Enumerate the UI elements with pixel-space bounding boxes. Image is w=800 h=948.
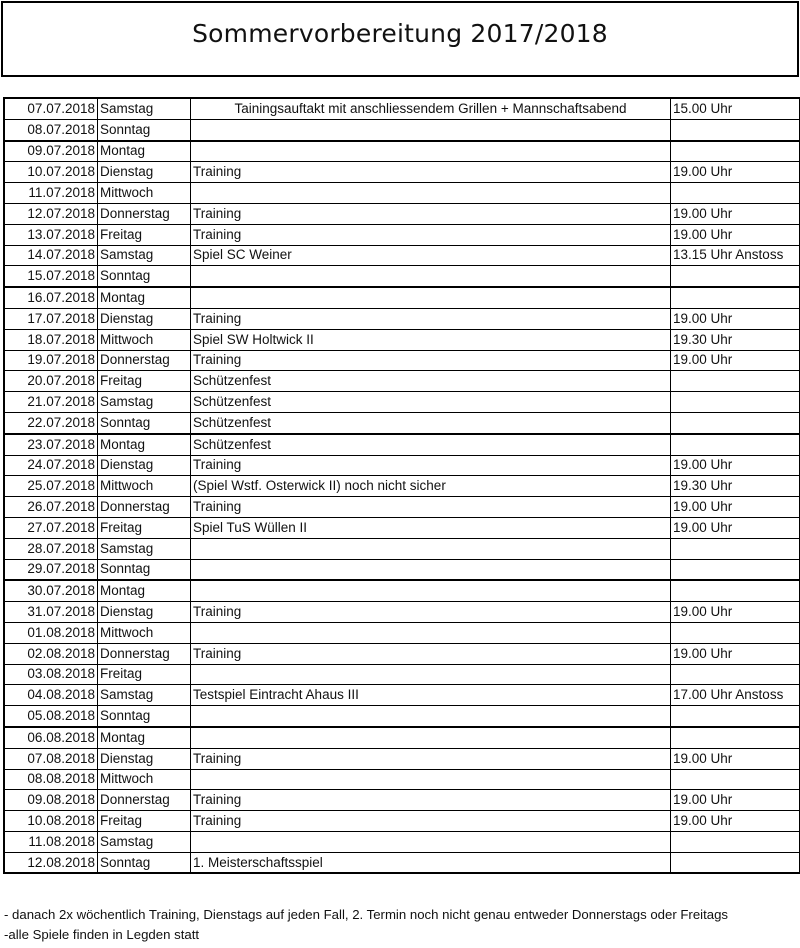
table-row [4,203,800,224]
table-row [4,266,800,287]
time-cell [671,119,800,140]
date-cell: 21.07.2018 [4,392,98,413]
date-cell: 17.07.2018 [4,308,98,329]
date-cell: 30.07.2018 [4,580,98,601]
time-cell [671,852,800,873]
day-cell: Samstag [98,392,191,413]
time-cell: 15.00 Uhr [671,98,800,119]
event-cell [191,664,671,685]
table-row [4,811,800,832]
day-cell: Mittwoch [98,476,191,497]
event-cell: Training [191,203,671,224]
day-cell: Montag [98,580,191,601]
event-cell: Spiel SC Weiner [191,245,671,266]
table-row [4,141,800,162]
event-cell [191,141,671,162]
day-cell: Sonntag [98,266,191,287]
table-row [4,329,800,350]
day-cell: Dienstag [98,748,191,769]
event-cell: Training [191,811,671,832]
event-cell: 1. Meisterschaftsspiel [191,852,671,873]
time-cell [671,580,800,601]
day-cell: Montag [98,727,191,748]
note-line: -alle Spiele finden in Legden statt [4,927,200,942]
event-cell [191,727,671,748]
day-cell: Montag [98,287,191,308]
day-cell: Freitag [98,371,191,392]
table-row [4,392,800,413]
time-cell [671,559,800,580]
table-row [4,308,800,329]
day-cell: Mittwoch [98,183,191,204]
event-cell [191,580,671,601]
day-cell: Montag [98,434,191,455]
day-cell: Samstag [98,245,191,266]
date-cell: 06.08.2018 [4,727,98,748]
date-cell: 13.07.2018 [4,224,98,245]
date-cell: 11.08.2018 [4,831,98,852]
date-cell: 12.08.2018 [4,852,98,873]
time-cell [671,727,800,748]
day-cell: Donnerstag [98,203,191,224]
day-cell: Dienstag [98,455,191,476]
time-cell [671,538,800,559]
event-cell: Schützenfest [191,412,671,433]
table-row [4,434,800,455]
schedule-table [3,97,800,874]
day-cell: Donnerstag [98,790,191,811]
time-cell [671,622,800,643]
event-cell: Spiel TuS Wüllen II [191,517,671,538]
table-row [4,748,800,769]
date-cell: 25.07.2018 [4,476,98,497]
day-cell: Mittwoch [98,329,191,350]
table-row [4,769,800,790]
day-cell: Freitag [98,224,191,245]
table-row [4,622,800,643]
day-cell: Samstag [98,685,191,706]
event-cell: Training [191,308,671,329]
day-cell: Mittwoch [98,769,191,790]
day-cell: Sonntag [98,559,191,580]
table-row [4,476,800,497]
date-cell: 31.07.2018 [4,602,98,623]
date-cell: 27.07.2018 [4,517,98,538]
table-row [4,412,800,433]
day-cell: Sonntag [98,852,191,873]
time-cell [671,141,800,162]
table-row [4,497,800,518]
time-cell: 17.00 Uhr Anstoss [671,685,800,706]
date-cell: 07.08.2018 [4,748,98,769]
table-row [4,350,800,371]
time-cell [671,706,800,727]
date-cell: 09.08.2018 [4,790,98,811]
time-cell [671,371,800,392]
day-cell: Sonntag [98,706,191,727]
table-row [4,98,800,119]
table-row [4,538,800,559]
time-cell: 19.00 Uhr [671,517,800,538]
day-cell: Dienstag [98,308,191,329]
date-cell: 23.07.2018 [4,434,98,455]
date-cell: 28.07.2018 [4,538,98,559]
day-cell: Sonntag [98,119,191,140]
date-cell: 29.07.2018 [4,559,98,580]
notes [4,905,728,945]
time-cell [671,831,800,852]
date-cell: 24.07.2018 [4,455,98,476]
day-cell: Dienstag [98,602,191,623]
event-cell: Spiel SW Holtwick II [191,329,671,350]
event-cell: Training [191,497,671,518]
date-cell: 26.07.2018 [4,497,98,518]
time-cell: 19.30 Uhr [671,329,800,350]
event-cell [191,769,671,790]
date-cell: 04.08.2018 [4,685,98,706]
table-row [4,183,800,204]
time-cell [671,412,800,433]
time-cell: 19.00 Uhr [671,497,800,518]
time-cell [671,769,800,790]
table-row [4,517,800,538]
day-cell: Dienstag [98,162,191,183]
event-cell: Training [191,602,671,623]
date-cell: 08.08.2018 [4,769,98,790]
event-cell [191,183,671,204]
table-row [4,831,800,852]
event-cell [191,622,671,643]
date-cell: 10.07.2018 [4,162,98,183]
table-row [4,706,800,727]
event-cell [191,831,671,852]
event-cell: Training [191,643,671,664]
time-cell: 19.00 Uhr [671,602,800,623]
table-row [4,790,800,811]
time-cell [671,392,800,413]
table-row [4,455,800,476]
event-cell: Training [191,224,671,245]
time-cell [671,183,800,204]
event-cell [191,706,671,727]
date-cell: 16.07.2018 [4,287,98,308]
event-cell: Training [191,748,671,769]
note-line: - danach 2x wöchentlich Training, Dienstags auf jeden Fall, 2. Termin noch nicht genau entweder Donnerstags oder Freitags [4,907,729,922]
table-row [4,559,800,580]
event-cell: Training [191,790,671,811]
title-box [1,1,799,77]
time-cell: 19.00 Uhr [671,350,800,371]
time-cell: 19.30 Uhr [671,476,800,497]
table-row [4,245,800,266]
table-row [4,119,800,140]
table-row [4,602,800,623]
day-cell: Freitag [98,664,191,685]
event-cell: Testspiel Eintracht Ahaus III [191,685,671,706]
date-cell: 08.07.2018 [4,119,98,140]
page-title: Sommervorbereitung 2017/2018 [192,18,608,48]
time-cell: 19.00 Uhr [671,203,800,224]
event-cell: Training [191,350,671,371]
event-cell: Schützenfest [191,371,671,392]
day-cell: Samstag [98,831,191,852]
event-cell: Schützenfest [191,434,671,455]
time-cell [671,266,800,287]
date-cell: 02.08.2018 [4,643,98,664]
table-row [4,287,800,308]
date-cell: 07.07.2018 [4,98,98,119]
day-cell: Sonntag [98,412,191,433]
date-cell: 19.07.2018 [4,350,98,371]
day-cell: Mittwoch [98,622,191,643]
table-row [4,643,800,664]
table-row [4,852,800,873]
date-cell: 12.07.2018 [4,203,98,224]
day-cell: Freitag [98,811,191,832]
event-cell: Tainingsauftakt mit anschliessendem Grillen + Mannschaftsabend [191,98,671,119]
table-row [4,162,800,183]
date-cell: 03.08.2018 [4,664,98,685]
date-cell: 15.07.2018 [4,266,98,287]
table-row [4,224,800,245]
event-cell [191,559,671,580]
schedule-body [4,98,800,873]
table-row [4,727,800,748]
table-row [4,371,800,392]
day-cell: Donnerstag [98,497,191,518]
table-row [4,580,800,601]
date-cell: 09.07.2018 [4,141,98,162]
date-cell: 14.07.2018 [4,245,98,266]
time-cell: 13.15 Uhr Anstoss [671,245,800,266]
time-cell: 19.00 Uhr [671,748,800,769]
event-cell [191,538,671,559]
date-cell: 11.07.2018 [4,183,98,204]
table-row [4,664,800,685]
day-cell: Samstag [98,98,191,119]
time-cell: 19.00 Uhr [671,224,800,245]
event-cell [191,119,671,140]
event-cell: Training [191,455,671,476]
table-row [4,685,800,706]
event-cell: Schützenfest [191,392,671,413]
date-cell: 18.07.2018 [4,329,98,350]
time-cell: 19.00 Uhr [671,643,800,664]
date-cell: 22.07.2018 [4,412,98,433]
event-cell [191,266,671,287]
event-cell [191,287,671,308]
day-cell: Freitag [98,517,191,538]
date-cell: 20.07.2018 [4,371,98,392]
time-cell: 19.00 Uhr [671,790,800,811]
date-cell: 05.08.2018 [4,706,98,727]
date-cell: 01.08.2018 [4,622,98,643]
time-cell: 19.00 Uhr [671,811,800,832]
event-cell: Training [191,162,671,183]
time-cell [671,664,800,685]
day-cell: Montag [98,141,191,162]
time-cell: 19.00 Uhr [671,308,800,329]
time-cell: 19.00 Uhr [671,455,800,476]
time-cell [671,287,800,308]
day-cell: Donnerstag [98,350,191,371]
day-cell: Samstag [98,538,191,559]
date-cell: 10.08.2018 [4,811,98,832]
time-cell [671,434,800,455]
time-cell: 19.00 Uhr [671,162,800,183]
event-cell: (Spiel Wstf. Osterwick II) noch nicht sicher [191,476,671,497]
day-cell: Donnerstag [98,643,191,664]
